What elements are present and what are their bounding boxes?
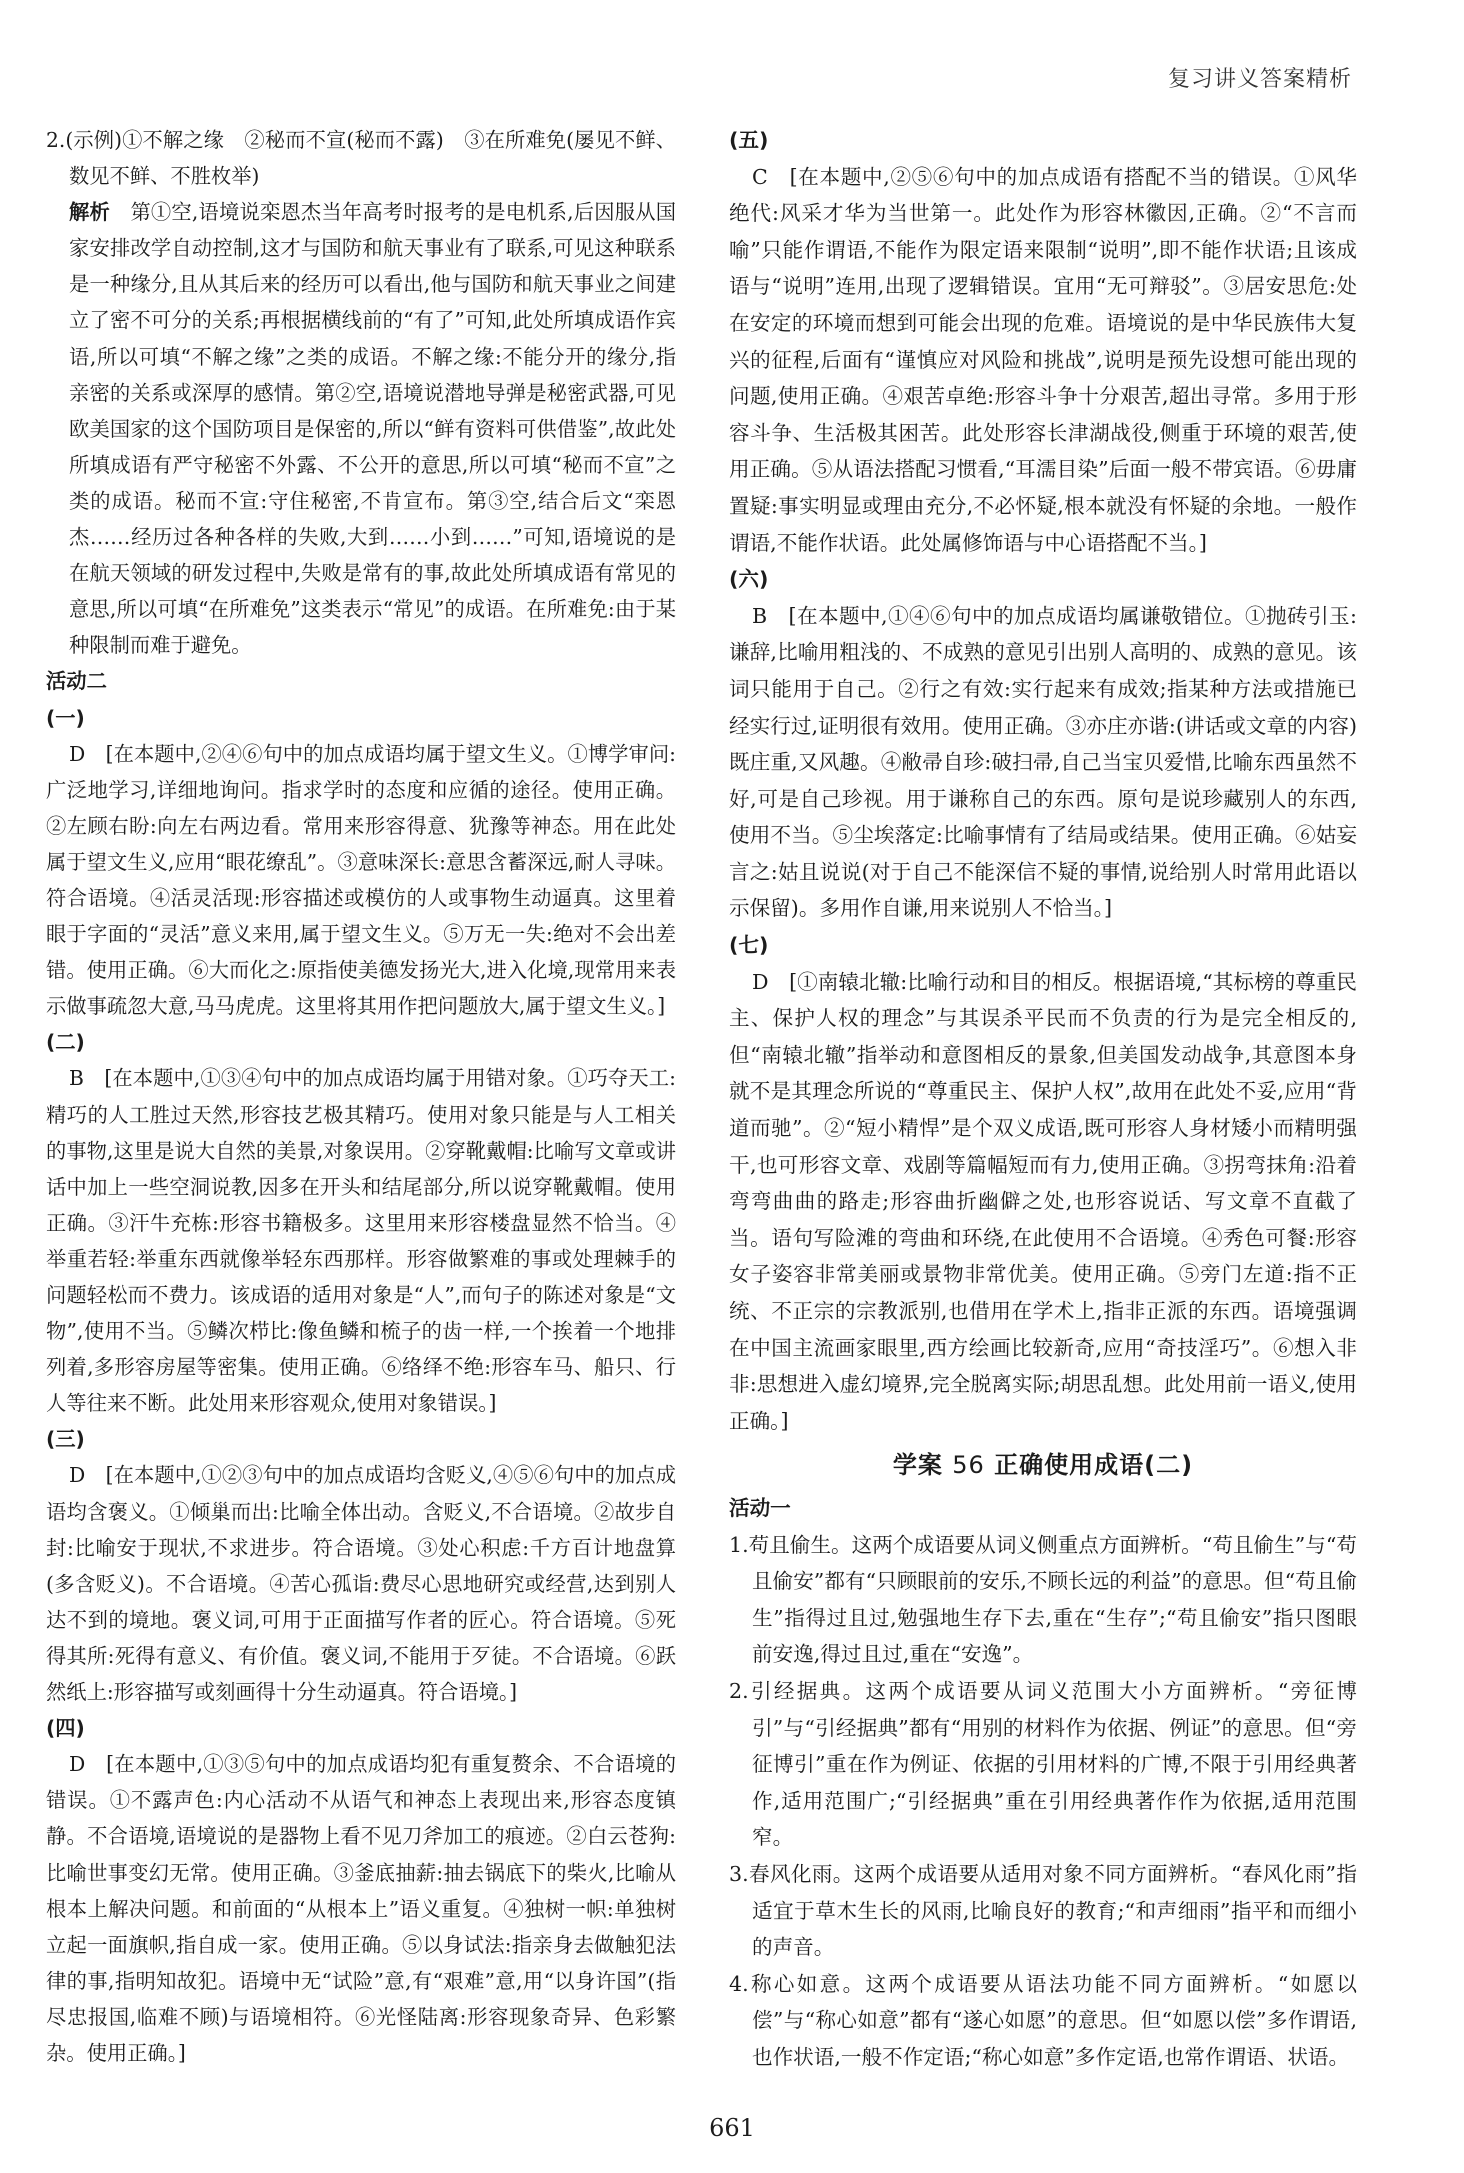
section4-label: (四) xyxy=(46,1716,85,1741)
q2-analysis: 第①空,语境说栾恩杰当年高考时报考的是电机系,后因服从国家安排改学自动控制,这才与国防和航天事业有了联系,可见这种联系是一种缘分,且从其后来的经历可以看出,他与国防和航天事业之间建立了密不可分的关系;再根据横线前的“有了”可知,此处所填成语作宾语,所以可填“不解之缘”之类的成语。不解之缘:不能分开的缘分,指亲密的关系或深厚的感情。第②空,语境说潜地导弹是秘密武器,可见欧美国家的这个国防项目是保密的,所以“鲜有资料可供借鉴”,故此处所填成语有严守秘密不外露、不公开的意思,所以可填“秘而不宣”之类的成语。秘而不宣:守住秘密,不肯宣布。第③空,结合后文“栾恩杰……经历过各种各样的失败,大到……小到……”可知,语境说的是在航天领域的研发过程中,失败是常有的事,故此处所填成语有常见的意思,所以可填“在所难免”这类表示“常见”的成语。在所难免:由于某种限制而难于避免。 xyxy=(69,200,676,658)
q2-answer: 2.(示例)①不解之缘 ②秘而不宣(秘而不露) ③在所难免(屡见不鲜、数见不鲜、不胜枚举) xyxy=(46,128,676,189)
analysis-label: 解析 xyxy=(69,200,110,225)
section2-text: B [在本题中,①③④句中的加点成语均属于用错对象。①巧夺天工:精巧的人工胜过天然,形容技艺极其精巧。使用对象只能是与人工相关的事物,这里是说大自然的美景,对象误用。②穿靴戴帽:比喻写文章或讲话中加上一些空洞说教,因多在开头和结尾部分,所以说穿靴戴帽。使用正确。③汗牛充栋:形容书籍极多。这里用来形容楼盘显然不恰当。④举重若轻:举重东西就像举轻东西那样。形容做繁难的事或处理棘手的问题轻松而不费力。该成语的适用对象是“人”,而句子的陈述对象是“文物”,使用不当。⑤鳞次栉比:像鱼鳞和梳子的齿一样,一个挨着一个地排列着,多形容房屋等密集。使用正确。⑥络绎不绝:形容车马、船只、行人等往来不断。此处用来形容观众,使用对象错误。] xyxy=(46,1066,676,1416)
page-header xyxy=(0,0,1464,108)
case-prefix: 学案 xyxy=(892,1451,943,1480)
section1-text: D [在本题中,②④⑥句中的加点成语均属于望文生义。①博学审问:广泛地学习,详细地询问。指求学时的态度和应循的途径。使用正确。②左顾右盼:向左右两边看。常用来形容得意、犹豫等神态。用在此处属于望文生义,应用“眼花缭乱”。③意味深长:意思含蓄深远,耐人寻味。符合语境。④活灵活现:形容描述或模仿的人或事物生动逼真。这里着眼于字面的“灵活”意义来用,属于望文生义。⑤万无一失:绝对不会出差错。使用正确。⑥大而化之:原指使美德发扬光大,进入化境,现常用来表示做事疏忽大意,马马虎虎。这里将其用作把问题放大,属于望文生义。] xyxy=(46,741,676,1019)
right-column xyxy=(729,122,1357,2075)
q2-analysis-block xyxy=(46,194,676,663)
list-item: 1.苟且偷生。这两个成语要从词义侧重点方面辨析。“苟且偷生”与“苟且偷安”都有“只顾眼前的安乐,不顾长远的利益”的意思。但“苟且偷生”指得过且过,勉强地生存下去,重在“生存”;“苟且偷安”指只图眼前安逸,得过且过,重在“安逸”。 xyxy=(729,1532,1357,1667)
case-number: 56 xyxy=(952,1451,985,1480)
section1-label: (一) xyxy=(46,705,85,730)
list-item: 4.称心如意。这两个成语要从语法功能不同方面辨析。“如愿以偿”与“称心如意”都有“遂心如愿”的意思。但“如愿以偿”多作谓语,也作状语,一般不作定语;“称心如意”多作定语,也常作谓语、状语。 xyxy=(729,1971,1357,2069)
running-title: 复习讲义答案精析 xyxy=(1167,67,1352,92)
list-item: 3.春风化雨。这两个成语要从适用对象不同方面辨析。“春风化雨”指适宜于草木生长的风雨,比喻良好的教育;“和声细雨”指平和而细小的声音。 xyxy=(729,1861,1357,1960)
left-column xyxy=(46,122,676,2071)
section3-text: D [在本题中,①②③句中的加点成语均含贬义,④⑤⑥句中的加点成语均含褒义。①倾巢而出:比喻全体出动。含贬义,不合语境。②故步自封:比喻安于现状,不求进步。符合语境。③处心积虑:千方百计地盘算(多含贬义)。不合语境。④苦心孤诣:费尽心思地研究或经营,达到别人达不到的境地。褒义词,可用于正面描写作者的匠心。符合语境。⑤死得其所:死得有意义、有价值。褒义词,不能用于歹徒。不合语境。⑥跃然纸上:形容描写或刻画得十分生动逼真。符合语境。] xyxy=(46,1463,676,1705)
section5-text: C [在本题中,②⑤⑥句中的加点成语有搭配不当的错误。①风华绝代:风采才华为当世第一。此处作为形容林徽因,正确。②“不言而喻”只能作谓语,不能作为限定语来限制“说明”,即不能作状语;且该成语与“说明”连用,出现了逻辑错误。宜用“无可辩驳”。③居安思危:处在安定的环境而想到可能会出现的危难。语境说的是中华民族伟大复兴的征程,后面有“谨慎应对风险和挑战”,说明是预先设想可能出现的问题,使用正确。④艰苦卓绝:形容斗争十分艰苦,超出寻常。多用于形容斗争、生活极其困苦。此处形容长津湖战役,侧重于环境的艰苦,使用正确。⑤从语法搭配习惯看,“耳濡目染”后面一般不带宾语。⑥毋庸置疑:事实明显或理由充分,不必怀疑,根本就没有怀疑的余地。一般作谓语,不能作状语。此处属修饰语与中心语搭配不当。] xyxy=(729,164,1357,555)
section6-text: B [在本题中,①④⑥句中的加点成语均属谦敬错位。①抛砖引玉:谦辞,比喻用粗浅的、不成熟的意见引出别人高明的、成熟的意见。该词只能用于自己。②行之有效:实行起来有成效;指某种方法或措施已经实行过,证明很有效用。使用正确。③亦庄亦谐:(讲话或文章的内容)既庄重,又风趣。④敝帚自珍:破扫帚,自己当宝贝爱惜,比喻东西虽然不好,可是自己珍视。用于谦称自己的东西。原句是说珍藏别人的东西,使用不当。⑤尘埃落定:比喻事情有了结局或结果。使用正确。⑥姑妄言之:姑且说说(对于自己不能深信不疑的事情,说给别人时常用此语以示保留)。多用作自谦,用来说别人不恰当。] xyxy=(729,603,1357,921)
case-title xyxy=(729,1447,1357,1484)
section2-label: (二) xyxy=(46,1030,85,1055)
section5-label: (五) xyxy=(729,128,769,152)
activity2-heading: 活动二 xyxy=(46,669,107,694)
section4-text: D [在本题中,①③⑤句中的加点成语均犯有重复赘余、不合语境的错误。①不露声色:内心活动不从语气和神态上表现出来,形容态度镇静。不合语境,语境说的是器物上看不见刀斧加工的痕迹。②白云苍狗:比喻世事变幻无常。使用正确。③釜底抽薪:抽去锅底下的柴火,比喻从根本上解决问题。和前面的“从根本上”语义重复。④独树一帜:单独树立起一面旗帜,指自成一家。使用正确。⑤以身试法:指亲身去做触犯法律的事,指明知故犯。语境中无“试险”意,有“艰难”意,用“以身许国”(指尽忠报国,临难不顾)与语境相符。⑥光怪陆离:形容现象奇异、色彩繁杂。使用正确。] xyxy=(46,1752,676,2065)
section3-label: (三) xyxy=(46,1427,85,1452)
section7-text: D [①南辕北辙:比喻行动和目的相反。根据语境,“其标榜的尊重民主、保护人权的理念”与其误杀平民而不负责的行为是完全相反的,但“南辕北辙”指举动和意图相反的景象,但美国发动战争,其意图本身就不是其理念所说的“尊重民主、保护人权”,故用在此处不妥,应用“背道而驰”。②“短小精悍”是个双义成语,既可形容人身材矮小而精明强干,也可形容文章、戏剧等篇幅短而有力,使用正确。③拐弯抹角:沿着弯弯曲曲的路走;形容曲折幽僻之处,也形容说话、写文章不直截了当。语句写险滩的弯曲和环绕,在此使用不合语境。④秀色可餐:形容女子姿容非常美丽或景物非常优美。使用正确。⑤旁门左道:指不正统、不正宗的宗教派别,也借用在学术上,指非正派的东西。语境强调在中国主流画家眼里,西方绘画比较新奇,应用“奇技淫巧”。⑥想入非非:思想进入虚幻境界,完全脱离实际;胡思乱想。此处用前一语义,使用正确。] xyxy=(729,969,1357,1433)
case-heading: 正确使用成语(二) xyxy=(994,1451,1194,1480)
page-number: 661 xyxy=(709,2114,755,2142)
activity1-heading: 活动一 xyxy=(729,1495,791,1520)
section7-label: (七) xyxy=(729,933,769,958)
section6-label: (六) xyxy=(729,567,769,592)
list-item: 2.引经据典。这两个成语要从词义范围大小方面辨析。“旁征博引”与“引经据典”都有“用别的材料作为依据、例证”的意思。但“旁征博引”重在作为例证、依据的引用材料的广博,不限于引用经典著作,适用范围广;“引经据典”重在引用经典著作作为依据,适用范围窄。 xyxy=(729,1678,1357,1850)
